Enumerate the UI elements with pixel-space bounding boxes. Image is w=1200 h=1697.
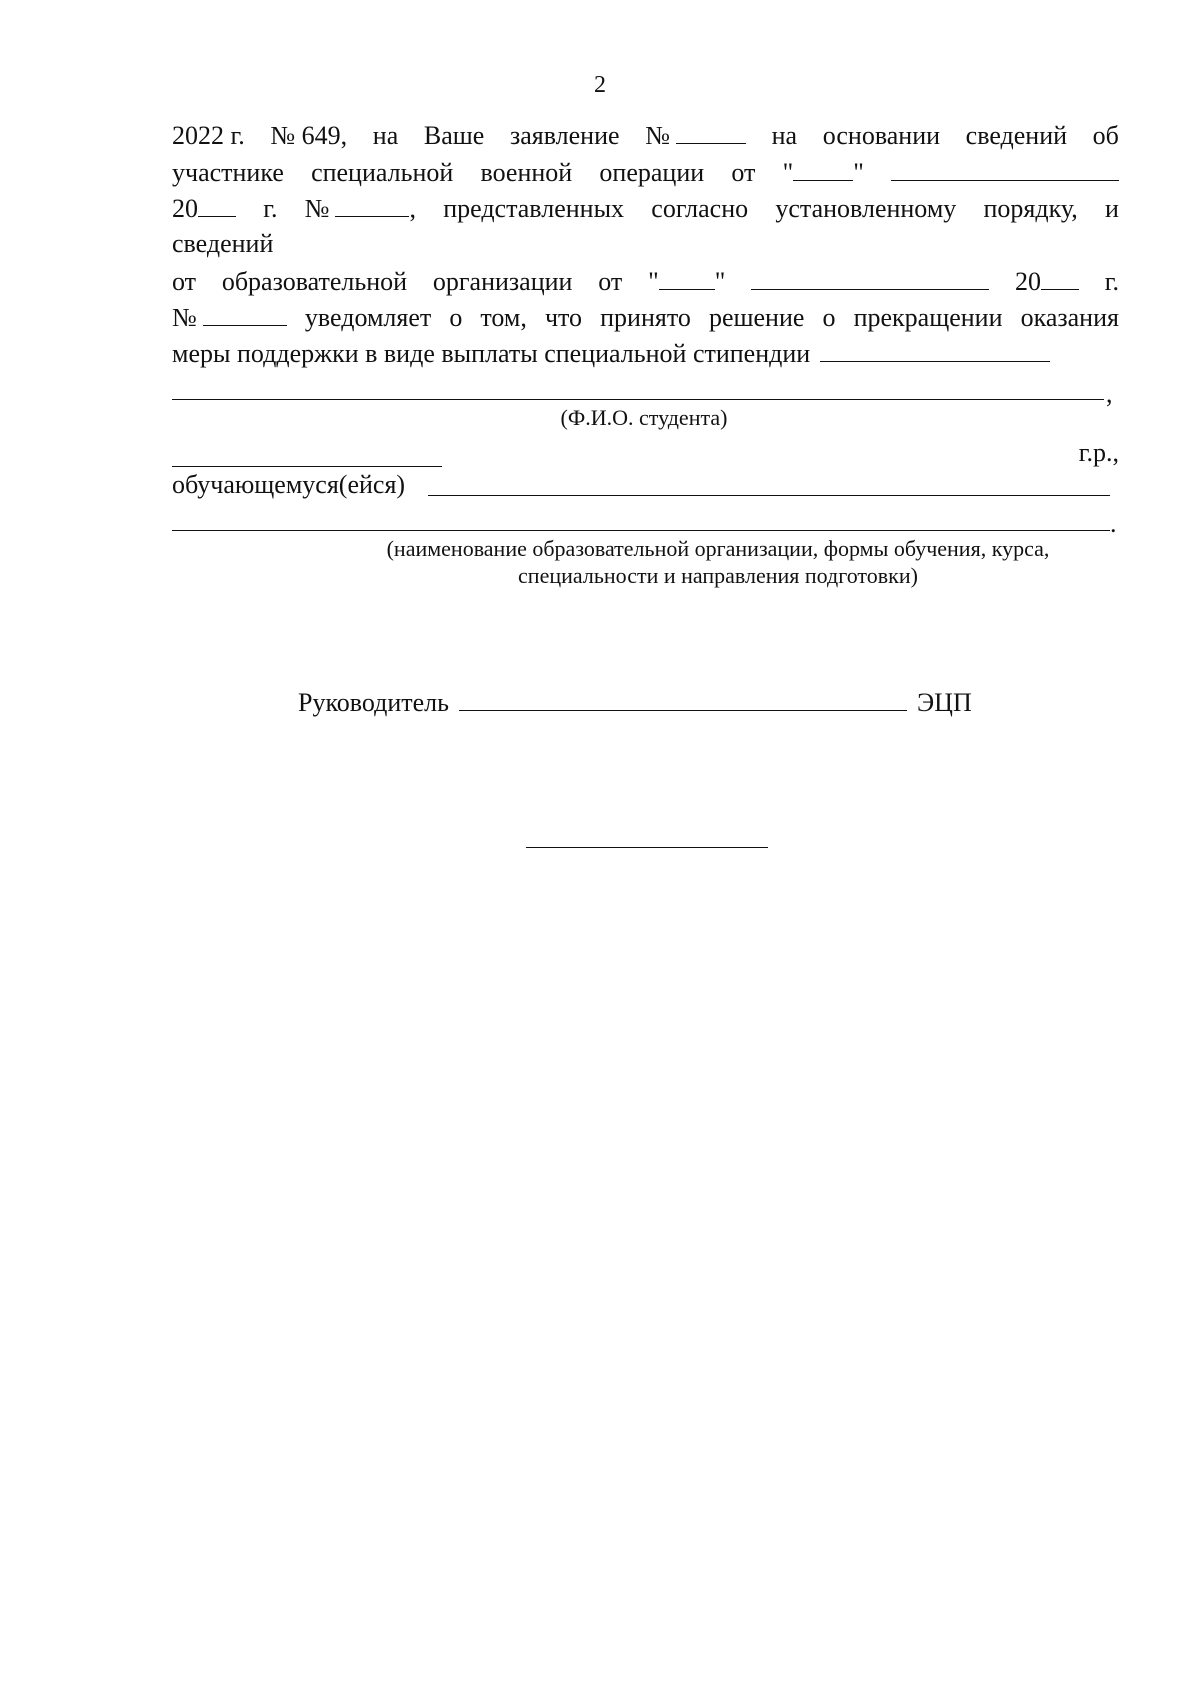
word: Ваше: [423, 121, 485, 150]
doc-number: № ,: [304, 194, 416, 223]
quoted-day: " ": [648, 267, 726, 296]
blank-doc-number-2[interactable]: [203, 301, 287, 326]
word: порядку,: [983, 194, 1078, 223]
quoted-day: " ": [782, 158, 864, 187]
word: операции: [599, 158, 705, 187]
word: организации: [432, 267, 573, 296]
blank-day-1[interactable]: [793, 156, 853, 181]
trailing-comma: ,: [1106, 379, 1113, 408]
word: г.: [1104, 267, 1119, 296]
word: и: [1104, 194, 1119, 223]
body-line-1: [172, 119, 1119, 151]
blank-application-number[interactable]: [676, 119, 746, 144]
blank-year-2[interactable]: [1041, 265, 1079, 290]
blank-birth-year[interactable]: [172, 466, 442, 467]
blank-organization-1[interactable]: [428, 495, 1110, 496]
word: представленных: [443, 194, 625, 223]
word: от: [731, 158, 756, 187]
word: том,: [480, 303, 527, 332]
body-line-4: [172, 228, 1119, 260]
body-line-3: [172, 192, 1119, 224]
body-line-7: [172, 337, 1119, 369]
organization-caption-line-2: специальности и направления подготовки): [518, 563, 918, 588]
blank-year-1[interactable]: [198, 192, 236, 217]
blank-doc-number-1[interactable]: [335, 192, 409, 217]
word: на: [372, 121, 399, 150]
blank-organization-2[interactable]: [172, 530, 1110, 531]
word: от: [172, 267, 197, 296]
bottom-separator: [526, 847, 768, 848]
word: прекращении: [853, 303, 1003, 332]
blank-day-2[interactable]: [659, 265, 715, 290]
word: военной: [480, 158, 573, 187]
fio-caption: (Ф.И.О. студента): [560, 405, 728, 430]
word: уведомляет: [304, 303, 432, 332]
year-prefix: 20: [1015, 265, 1079, 298]
word: об: [1092, 121, 1119, 150]
trailing-period: .: [1110, 509, 1117, 538]
blank-month-1[interactable]: [891, 156, 1119, 181]
signature-label: Руководитель: [298, 688, 449, 717]
word: участнике: [172, 158, 284, 187]
word: на: [771, 121, 798, 150]
word: оказания: [1020, 303, 1119, 332]
word: принято: [600, 303, 691, 332]
word: № 649,: [270, 121, 348, 150]
birth-year-suffix: г.р.,: [1078, 438, 1119, 467]
word: установленному: [775, 194, 957, 223]
word: основании: [822, 121, 941, 150]
application-number: №: [645, 119, 746, 152]
word: решение: [708, 303, 805, 332]
word: сведений: [965, 121, 1068, 150]
body-line-5: [172, 265, 1119, 297]
blank-student-name-2[interactable]: [172, 399, 1104, 400]
body-line-2: [172, 156, 1119, 188]
signature-row: [298, 686, 972, 719]
blank-student-name-1[interactable]: [820, 337, 1050, 362]
word: от: [598, 267, 623, 296]
word: о: [822, 303, 836, 332]
doc-number: №: [172, 301, 287, 334]
word: что: [544, 303, 583, 332]
student-label: обучающемуся(ейся): [172, 470, 406, 499]
word: г.: [263, 194, 278, 223]
word: 2022 г.: [172, 121, 245, 150]
word: образовательной: [221, 267, 408, 296]
word: согласно: [651, 194, 749, 223]
word: специальной: [311, 158, 454, 187]
word: заявление: [509, 121, 620, 150]
blank-month-2[interactable]: [751, 265, 989, 290]
year-prefix: 20: [172, 192, 236, 225]
organization-caption-line-1: (наименование образовательной организации, формы обучения, курса,: [386, 536, 1050, 561]
word: о: [449, 303, 463, 332]
stipend-text: меры поддержки в виде выплаты специальной стипендии: [172, 339, 811, 368]
page-number: 2: [594, 72, 606, 98]
body-line-6: [172, 301, 1119, 333]
signature-line[interactable]: [459, 686, 907, 711]
word: сведений: [172, 229, 274, 258]
digital-signature-mark: ЭЦП: [917, 688, 972, 717]
